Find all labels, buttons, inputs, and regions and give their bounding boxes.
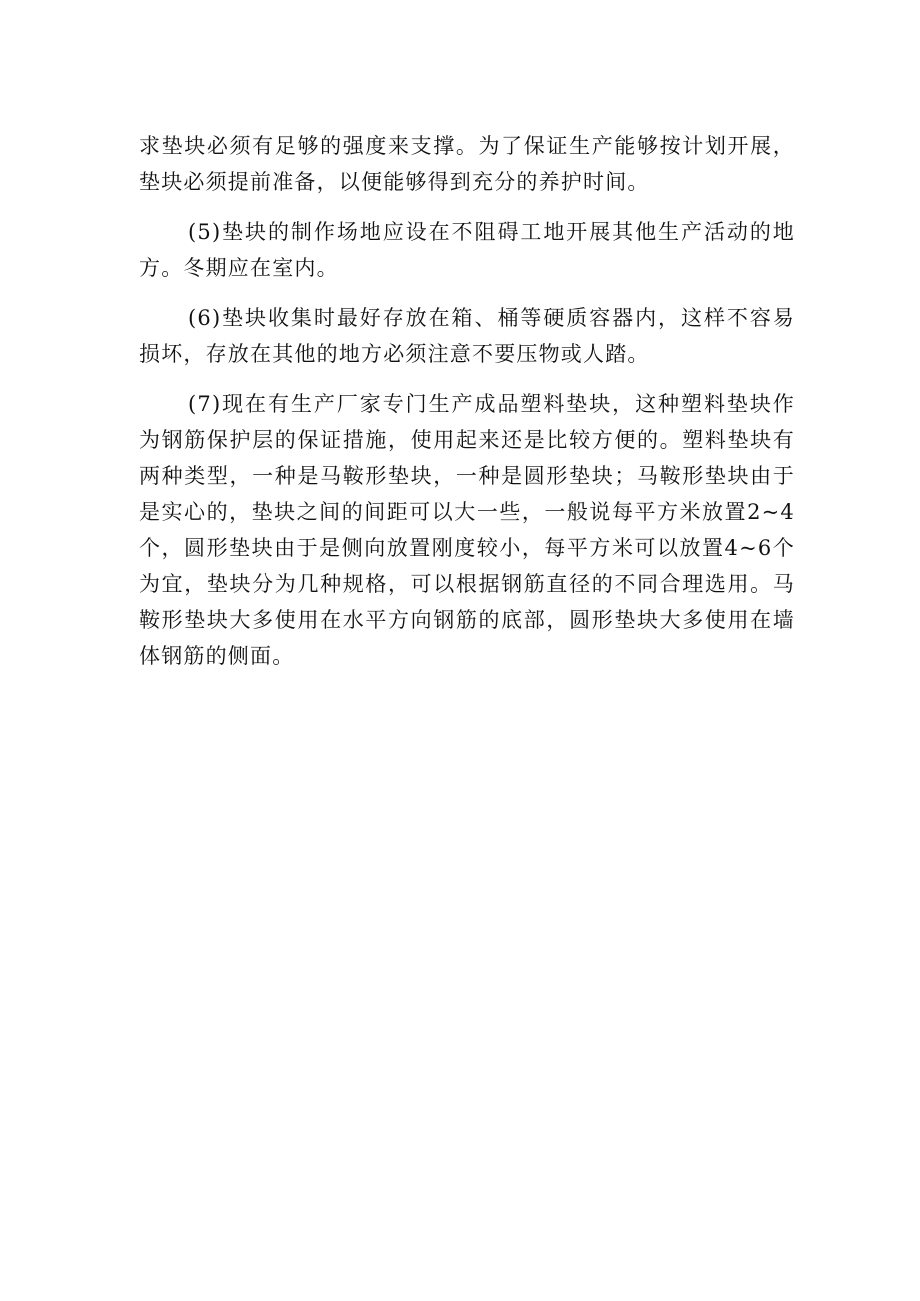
document-body [139,128,795,688]
paragraph-item-7: (7)现在有生产厂家专门生产成品塑料垫块，这种塑料垫块作为钢筋保护层的保证措施，使用起来还是比较方便的。塑料垫块有两种类型，一种是马鞍形垫块，一种是圆形垫块；马鞍形垫块由于是实心的，垫块之间的间距可以大一些，一般说每平方米放置2~4个，圆形垫块由于是侧向放置刚度较小，每平方米可以放置4~6个为宜，垫块分为几种规格，可以根据钢筋直径的不同合理选用。马鞍形垫块大多使用在水平方向钢筋的底部，圆形垫块大多使用在墙体钢筋的侧面。 [139,392,795,668]
paragraph-item-6: (6)垫块收集时最好存放在箱、桶等硬质容器内，这样不容易损坏，存放在其他的地方必须注意不要压物或人踏。 [139,306,795,366]
paragraph-item-5: (5)垫块的制作场地应设在不阻碍工地开展其他生产活动的地方。冬期应在室内。 [139,220,795,280]
paragraph-continuation: 求垫块必须有足够的强度来支撑。为了保证生产能够按计划开展，垫块必须提前准备，以便能够得到充分的养护时间。 [139,134,795,194]
